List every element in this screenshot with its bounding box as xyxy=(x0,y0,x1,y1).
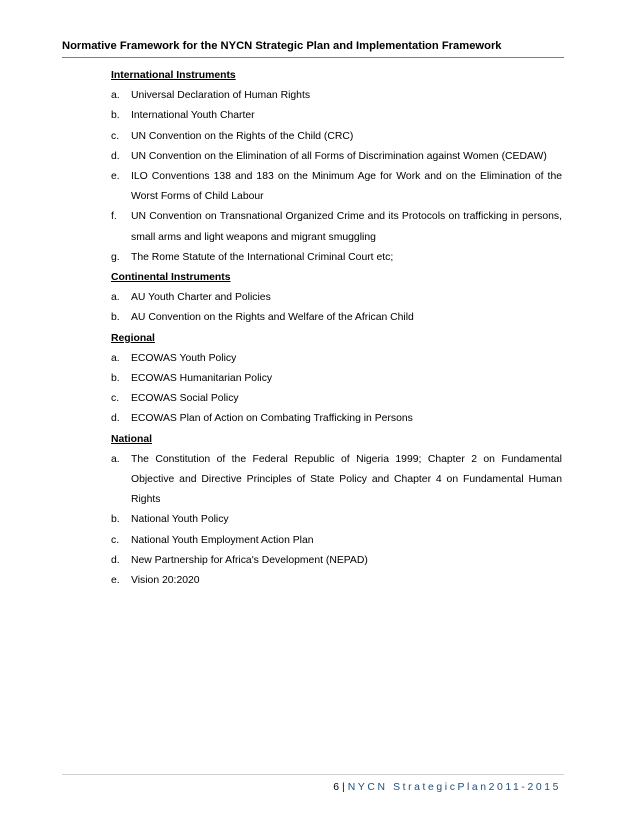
footer-divider xyxy=(62,774,564,775)
list-item-text: New Partnership for Africa's Development (NEPAD) xyxy=(131,554,368,566)
list-item-text: UN Convention on Transnational Organized Crime and its Protocols on trafficking in persons, small arms and light weapons and migrant smuggling xyxy=(131,211,562,243)
list-item-marker: c. xyxy=(111,393,120,405)
list-item-marker: c. xyxy=(111,130,120,142)
list-item xyxy=(111,551,562,571)
list-item xyxy=(111,288,562,308)
list-item-text: UN Convention on the Elimination of all Forms of Discrimination against Women (CEDAW) xyxy=(131,150,547,162)
header-divider xyxy=(62,57,564,58)
list-item-marker: d. xyxy=(111,554,120,566)
section-heading: International Instruments xyxy=(111,70,236,81)
list-item-marker: b. xyxy=(111,514,120,526)
list-item xyxy=(111,207,562,247)
list-item xyxy=(111,571,562,591)
list-item-marker: a. xyxy=(111,453,120,465)
list-item-text: ILO Conventions 138 and 183 on the Minimum Age for Work and on the Elimination of the Worst Forms of Child Labour xyxy=(131,171,562,203)
page-number: 6 xyxy=(333,782,340,793)
list-item xyxy=(111,147,562,167)
list-item xyxy=(111,167,562,207)
list-item-marker: b. xyxy=(111,373,120,385)
list-item-text: Vision 20:2020 xyxy=(131,575,200,587)
list-item xyxy=(111,308,562,328)
list-item-marker: b. xyxy=(111,110,120,122)
list-item-marker: d. xyxy=(111,150,120,162)
list-item-text: ECOWAS Social Policy xyxy=(131,393,239,405)
list-item-text: National Youth Employment Action Plan xyxy=(131,534,314,546)
list-item-text: The Rome Statute of the International Criminal Court etc; xyxy=(131,251,394,263)
list-item-text: AU Convention on the Rights and Welfare of the African Child xyxy=(131,312,414,324)
list-item-marker: e. xyxy=(111,171,120,183)
running-title: NYCN StrategicPlan2011-2015 xyxy=(347,782,561,793)
list-item-text: National Youth Policy xyxy=(131,514,229,526)
page-header-title: Normative Framework for the NYCN Strategic Plan and Implementation Framework xyxy=(62,40,502,52)
list-item-text: ECOWAS Humanitarian Policy xyxy=(131,373,273,385)
list-item-marker: c. xyxy=(111,534,120,546)
page-footer xyxy=(333,782,561,793)
list-item xyxy=(111,531,562,551)
list-item-marker: e. xyxy=(111,575,120,587)
list-item xyxy=(111,106,562,126)
list-item xyxy=(111,127,562,147)
list-item xyxy=(111,369,562,389)
list-item-text: ECOWAS Plan of Action on Combating Trafficking in Persons xyxy=(131,413,413,425)
list-item-text: ECOWAS Youth Policy xyxy=(131,352,237,364)
list-item xyxy=(111,510,562,530)
list-item-text: Universal Declaration of Human Rights xyxy=(131,90,311,102)
section-heading: Continental Instruments xyxy=(111,272,231,284)
list-item xyxy=(111,389,562,409)
list-item-text: International Youth Charter xyxy=(131,110,255,122)
list-item-text: UN Convention on the Rights of the Child (CRC) xyxy=(131,130,354,142)
section-heading: National xyxy=(111,433,152,445)
list-item-marker: d. xyxy=(111,413,120,425)
list-item-marker: a. xyxy=(111,90,120,102)
list-item-marker: a. xyxy=(111,352,120,364)
list-item-marker: g. xyxy=(111,251,120,263)
list-item-marker: f. xyxy=(111,211,117,223)
document-body xyxy=(111,66,562,591)
section-heading: Regional xyxy=(111,332,155,344)
list-item-text: AU Youth Charter and Policies xyxy=(131,292,271,304)
list-item xyxy=(111,349,562,369)
list-item xyxy=(111,409,562,429)
list-item-marker: a. xyxy=(111,292,120,304)
list-item xyxy=(111,86,562,106)
list-item xyxy=(111,450,562,511)
list-item xyxy=(111,248,562,268)
footer-separator: | xyxy=(342,782,345,793)
list-item-marker: b. xyxy=(111,312,120,324)
list-item-text: The Constitution of the Federal Republic of Nigeria 1999; Chapter 2 on Fundamental Objective and Directive Principles of State Policy and Chapter 4 on Fundamental Human Rights xyxy=(131,453,562,506)
